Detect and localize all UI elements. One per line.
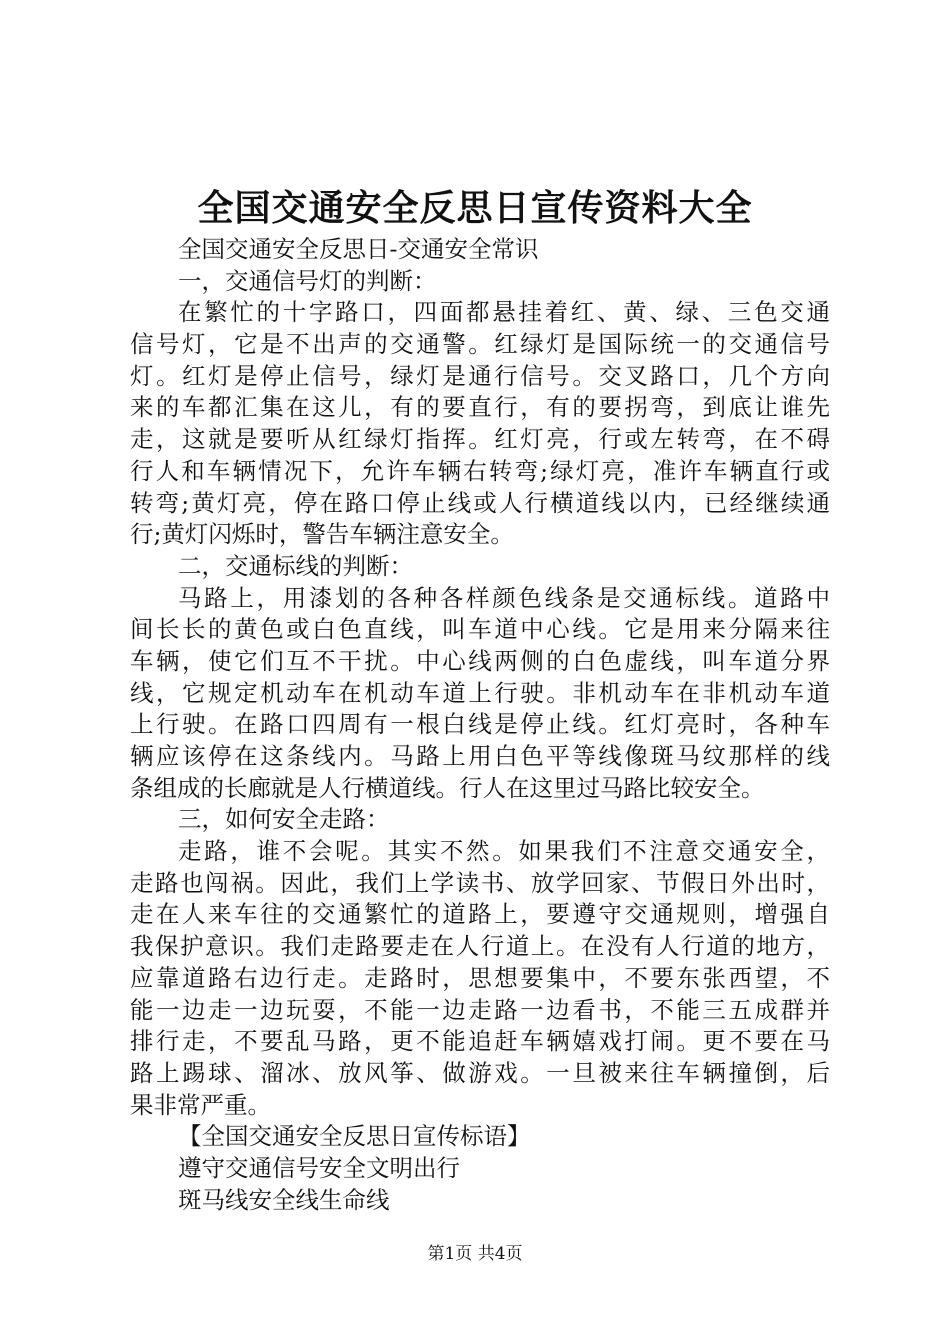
text-line: 能一边走一边玩耍，不能一边走路一边看书，不能三五成群并 <box>130 995 830 1024</box>
text-line: 走路也闯祸。因此，我们上学读书、放学回家、节假日外出时， <box>130 868 830 897</box>
text-line: 走路，谁不会呢。其实不然。如果我们不注意交通安全， <box>178 837 830 866</box>
text-line: 走，这就是要听从红绿灯指挥。红灯亮，行或左转弯，在不碍 <box>130 425 830 454</box>
text-line: 排行走，不要乱马路，更不能追赶车辆嬉戏打闹。更不要在马 <box>130 1027 830 1056</box>
text-line: 来的车都汇集在这儿，有的要直行，有的要拐弯，到底让谁先 <box>130 393 830 422</box>
text-line: 斑马线安全线生命线 <box>178 1185 390 1214</box>
text-line: 在繁忙的十字路口，四面都悬挂着红、黄、绿、三色交通 <box>178 298 830 327</box>
text-line: 转弯;黄灯亮，停在路口停止线或人行横道线以内，已经继续通 <box>130 488 830 517</box>
text-line: 上行驶。在路口四周有一根白线是停止线。红灯亮时，各种车 <box>130 710 830 739</box>
text-line: 行;黄灯闪烁时，警告车辆注意安全。 <box>130 520 514 549</box>
text-line: 走在人来车往的交通繁忙的道路上，要遵守交通规则，增强自 <box>130 900 830 929</box>
text-line: 辆应该停在这条线内。马路上用白色平等线像斑马纹那样的线 <box>130 742 830 770</box>
text-line: 条组成的长廊就是人行横道线。行人在这里过马路比较安全。 <box>130 773 765 802</box>
text-line: 遵守交通信号安全文明出行 <box>178 1153 460 1182</box>
text-line: 三，如何安全走路： <box>178 805 390 834</box>
text-line: 信号灯，它是不出声的交通警。红绿灯是国际统一的交通信号 <box>130 330 830 359</box>
text-line: 间长长的黄色或白色直线，叫车道中心线。它是用来分隔来往 <box>130 615 830 644</box>
text-line: 一，交通信号灯的判断： <box>178 266 437 295</box>
text-line: 我保护意识。我们走路要走在人行道上。在没有人行道的地方， <box>130 932 830 961</box>
text-line: 马路上，用漆划的各种各样颜色线条是交通标线。道路中 <box>178 583 830 612</box>
text-line: 车辆，使它们互不干扰。中心线两侧的白色虚线，叫车道分界 <box>130 646 830 675</box>
text-line: 果非常严重。 <box>130 1090 271 1119</box>
text-line: 全国交通安全反思日-交通安全常识 <box>178 235 539 263</box>
text-line: 路上踢球、溜冰、放风筝、做游戏。一旦被来往车辆撞倒，后 <box>130 1058 830 1087</box>
document-body <box>130 234 830 1216</box>
document-title: 全国交通安全反思日宣传资料大全 <box>197 187 753 229</box>
text-line: 行人和车辆情况下，允许车辆右转弯;绿灯亮，准许车辆直行或 <box>130 456 830 485</box>
text-line: 灯。红灯是停止信号，绿灯是通行信号。交叉路口，几个方向 <box>130 361 830 390</box>
text-line: 【全国交通安全反思日宣传标语】 <box>178 1122 531 1151</box>
page-number-footer: 第1页 共4页 <box>427 1244 523 1264</box>
text-line: 应靠道路右边行走。走路时，思想要集中，不要东张西望，不 <box>130 963 830 992</box>
text-line: 二，交通标线的判断： <box>178 551 413 580</box>
text-line: 线，它规定机动车在机动车道上行驶。非机动车在非机动车道 <box>130 678 830 707</box>
